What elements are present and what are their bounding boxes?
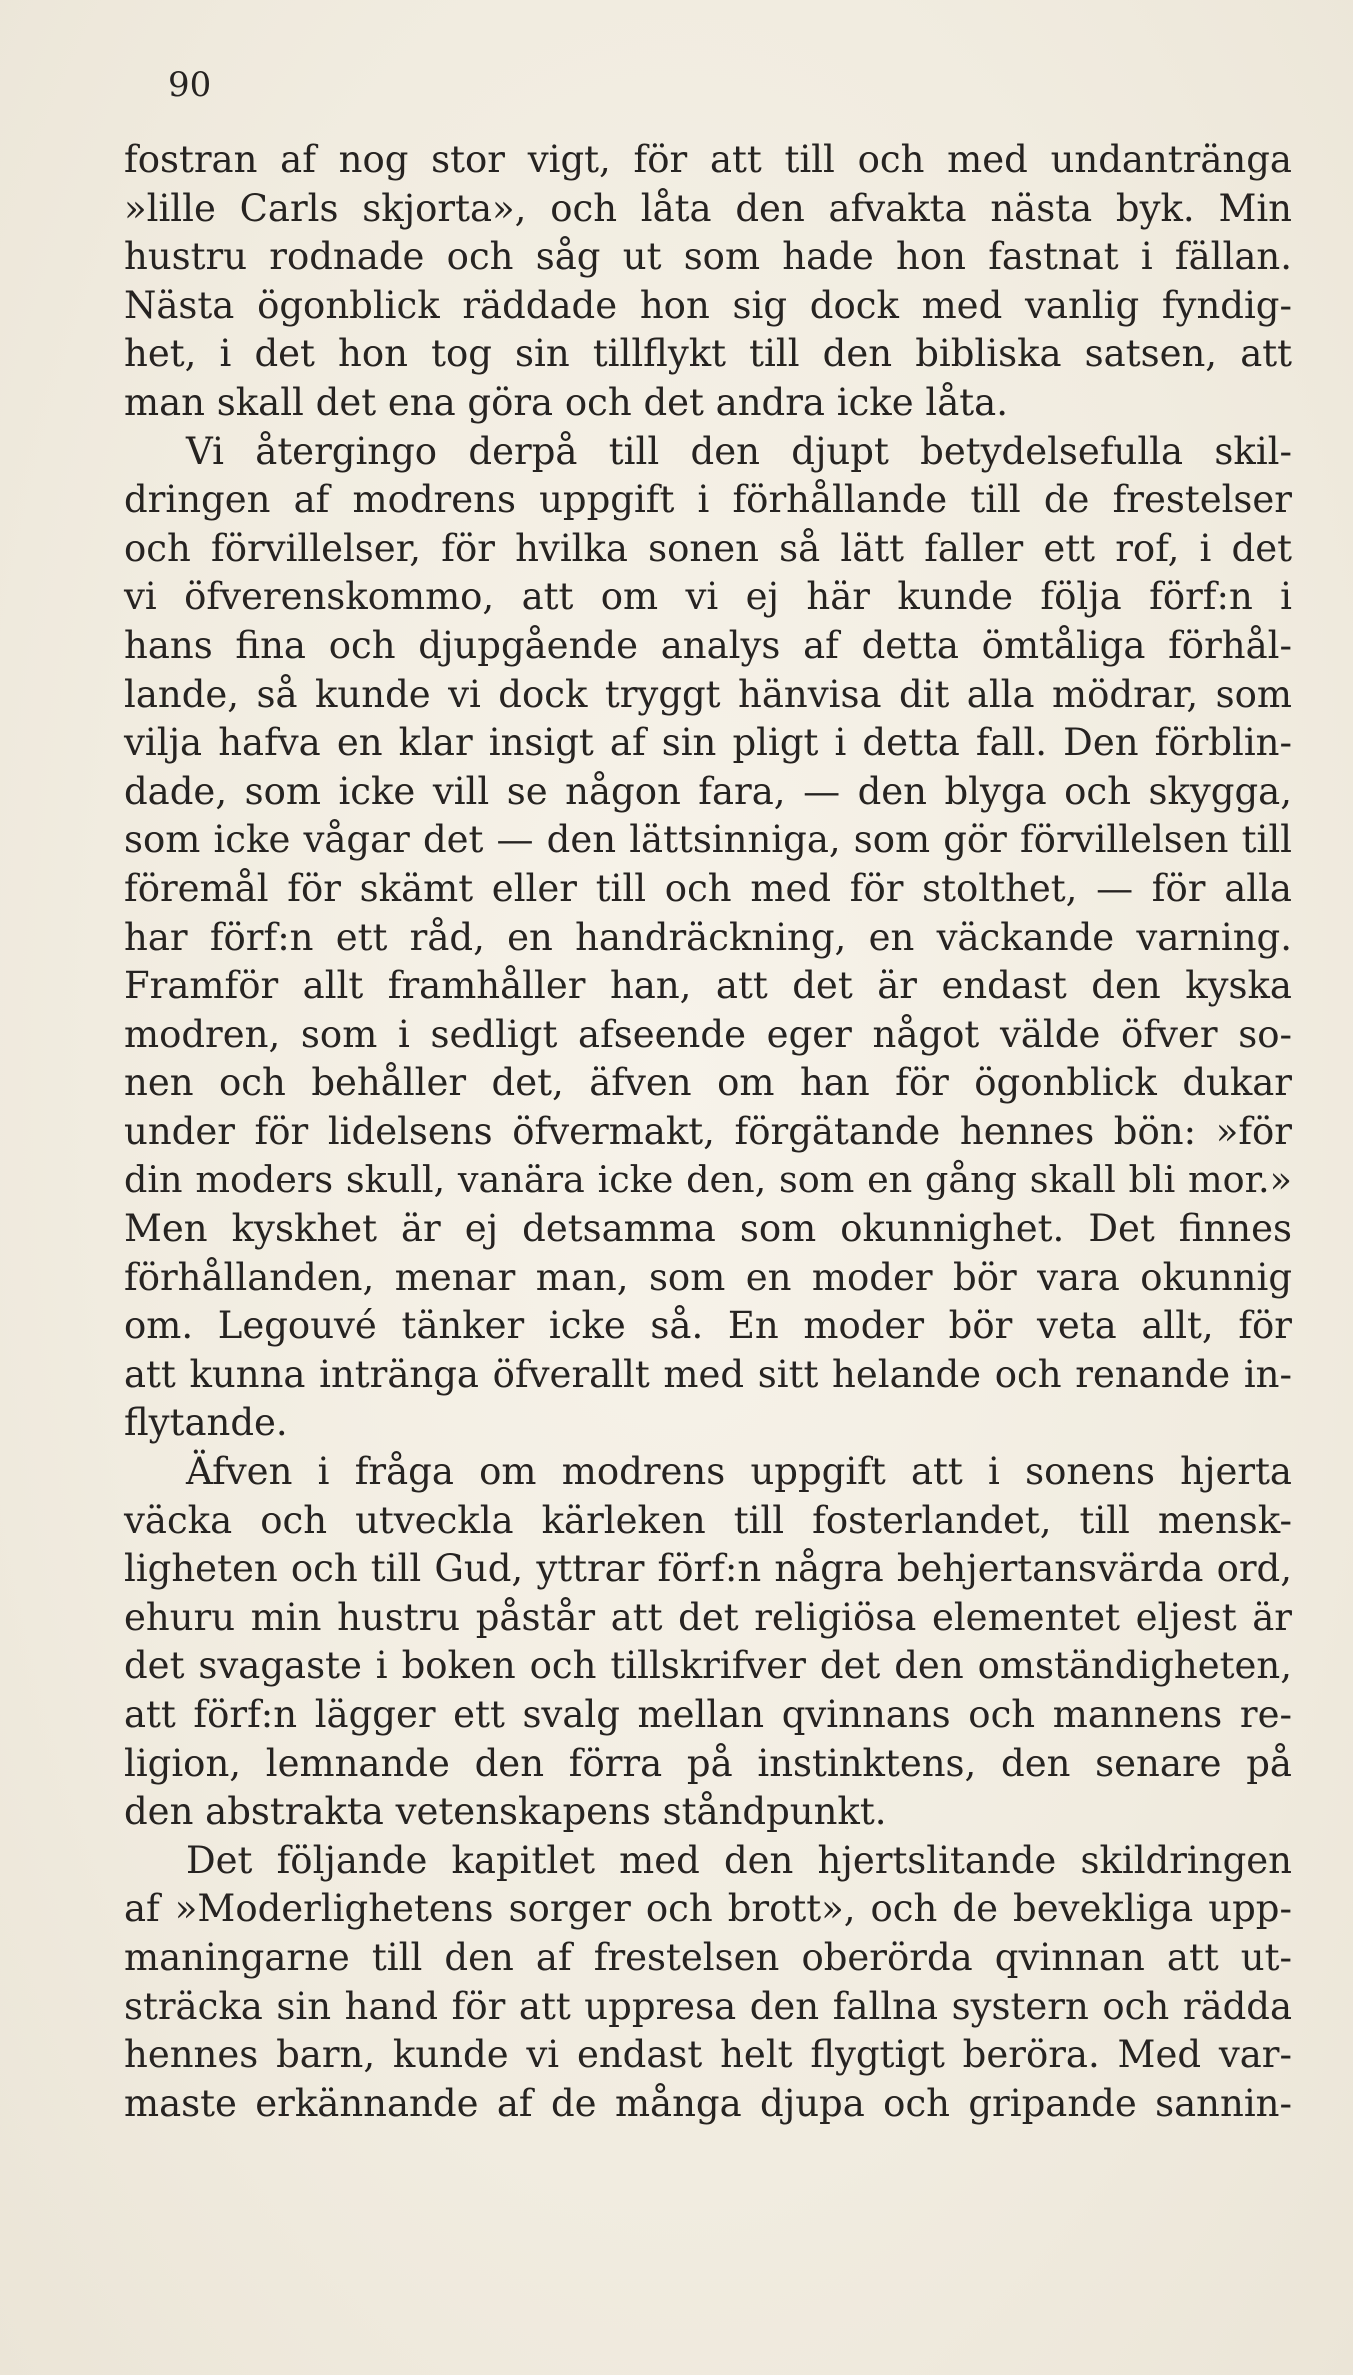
text-line: som icke vågar det — den lättsinniga, som gör förvillelsen till (124, 818, 1292, 862)
text-line: under för lidelsens öfvermakt, förgätande hennes bön: »för (124, 1109, 1292, 1153)
text-line: att kunna intränga öfverallt med sitt helande och renande in- (124, 1352, 1292, 1396)
text-line: lande, så kunde vi dock tryggt hänvisa dit alla mödrar, som (124, 672, 1292, 716)
text-line: om. Legouvé tänker icke så. En moder bör veta allt, för (124, 1304, 1292, 1348)
text-line: Framför allt framhåller han, att det är endast den kyska (124, 964, 1292, 1008)
text-line: hennes barn, kunde vi endast helt flygtigt beröra. Med var- (124, 2033, 1292, 2077)
text-line: förhållanden, menar man, som en moder bör vara okunnig (124, 1255, 1292, 1299)
text-line: man skall det ena göra och det andra icke låta. (124, 380, 1008, 424)
text-line: har förf:n ett råd, en handräckning, en väckande varning. (124, 915, 1292, 959)
body-text (124, 136, 1292, 2128)
text-line: vi öfverenskommo, att om vi ej här kunde följa förf:n i (124, 575, 1292, 619)
text-line: hustru rodnade och såg ut som hade hon fastnat i fällan. (124, 235, 1292, 279)
text-line: Äfven i fråga om modrens uppgift att i sonens hjerta (186, 1450, 1292, 1494)
text-line: din moders skull, vanära icke den, som en gång skall bli mor.» (124, 1158, 1292, 1202)
text-line: maste erkännande af de många djupa och gripande sannin- (124, 2081, 1292, 2125)
text-line: Vi återgingo derpå till den djupt betydelsefulla skil- (186, 429, 1292, 473)
text-line: hans fina och djupgående analys af detta ömtåliga förhål- (124, 623, 1292, 667)
text-line: ehuru min hustru påstår att det religiösa elementet eljest är (124, 1595, 1292, 1639)
text-line: dade, som icke vill se någon fara, — den blyga och skygga, (124, 769, 1292, 813)
text-line: Men kyskhet är ej detsamma som okunnighet. Det finnes (124, 1207, 1292, 1251)
text-line: af »Moderlighetens sorger och brott», och de bevekliga upp- (124, 1887, 1292, 1931)
text-line: väcka och utveckla kärleken till fosterlandet, till mensk- (124, 1498, 1292, 1542)
text-line: ligheten och till Gud, yttrar förf:n några behjertansvärda ord, (124, 1547, 1292, 1591)
text-line: att förf:n lägger ett svalg mellan qvinnans och mannens re- (124, 1693, 1292, 1736)
text-line: Nästa ögonblick räddade hon sig dock med vanlig fyndig- (124, 283, 1292, 327)
text-line: fostran af nog stor vigt, för att till och med undantränga (124, 138, 1292, 181)
text-line: maningarne till den af frestelsen oberörda qvinnan att ut- (124, 1935, 1292, 1979)
text-line: het, i det hon tog sin tillflykt till den bibliska satsen, att (124, 332, 1292, 376)
text-line: modren, som i sedligt afseende eger något välde öfver so- (124, 1012, 1292, 1056)
text-line: nen och behåller det, äfven om han för ögonblick dukar (124, 1061, 1292, 1105)
text-line: dringen af modrens uppgift i förhållande till de frestelser (124, 478, 1292, 522)
text-line: den abstrakta vetenskapens ståndpunkt. (124, 1790, 887, 1834)
text-line: Det följande kapitlet med den hjertslitande skildringen (186, 1838, 1292, 1882)
text-line: »lille Carls skjorta», och låta den afvakta nästa byk. Min (124, 186, 1292, 230)
text-line: sträcka sin hand för att uppresa den fallna systern och rädda (124, 1984, 1292, 2028)
text-line: det svagaste i boken och tillskrifver det den omständigheten, (124, 1644, 1292, 1688)
text-line: flytande. (124, 1401, 288, 1445)
text-line: vilja hafva en klar insigt af sin pligt i detta fall. Den förblin- (124, 721, 1292, 765)
text-line: föremål för skämt eller till och med för stolthet, — för alla (124, 866, 1292, 910)
page-number: 90 (168, 65, 212, 105)
text-line: ligion, lemnande den förra på instinktens, den senare på (124, 1741, 1292, 1785)
text-line: och förvillelser, för hvilka sonen så lätt faller ett rof, i det (124, 526, 1292, 570)
